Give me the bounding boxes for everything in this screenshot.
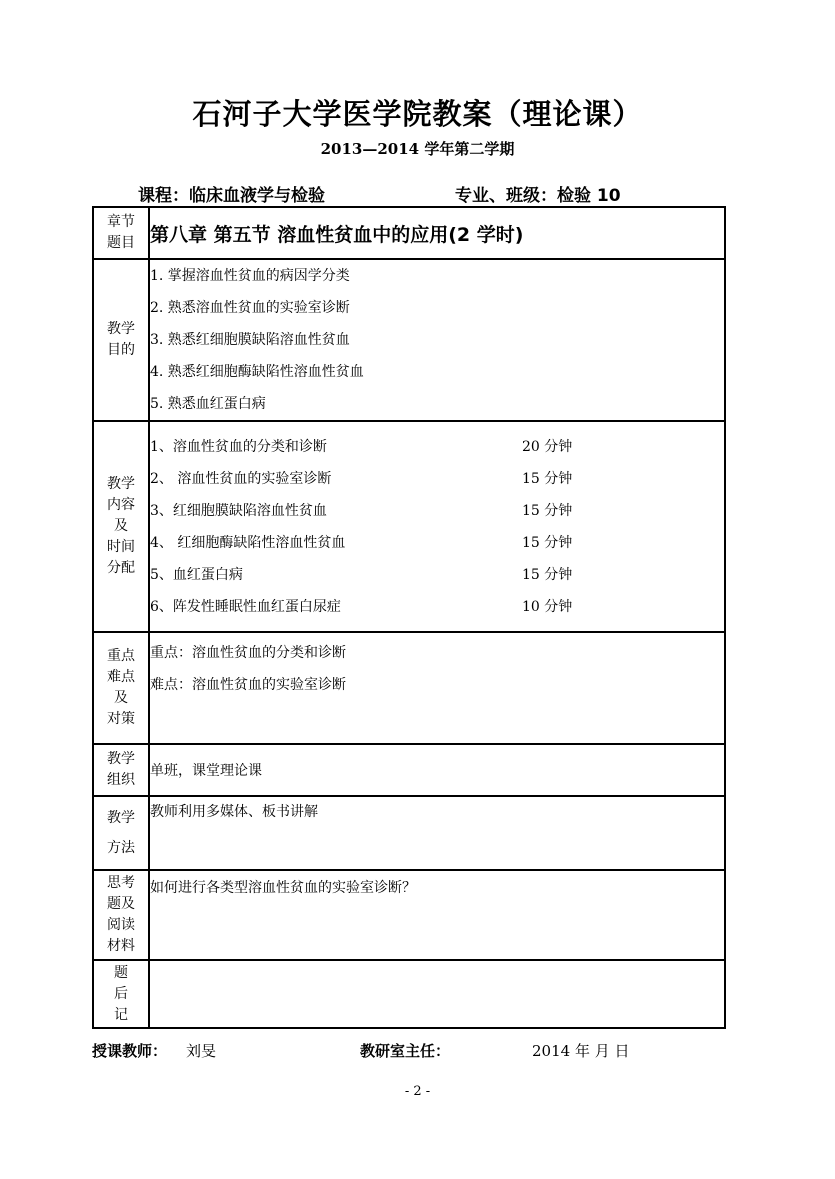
method-text: 教师利用多媒体、板书讲解 [150,804,318,820]
chapter-row [93,207,725,259]
content-label [93,421,149,632]
questions-row [93,870,725,960]
content-topic: 4、 红细胞酶缺陷性溶血性贫血 [150,534,346,551]
footer-date: 2014 年 月 日 [532,1042,630,1060]
content-topic: 1、溶血性贫血的分类和诊断 [150,438,327,455]
content-time: 15 分钟 [522,534,573,551]
postscript-row [93,960,725,1028]
postscript-label-text: 题 后 记 [114,964,128,1023]
objective-item: 2. 熟悉溶血性贫血的实验室诊断 [150,300,350,316]
content-item [150,463,724,495]
teacher-name: 刘旻 [186,1042,217,1060]
questions-label [93,870,149,960]
method-label [93,796,149,870]
content-time: 15 分钟 [522,502,573,519]
keypoint-item: 重点：溶血性贫血的分类和诊断 [150,645,346,661]
content-time: 15 分钟 [522,470,573,487]
keypoints-label-text: 重点 难点 及 对策 [107,648,135,727]
objective-item: 4. 熟悉红细胞酶缺陷性溶血性贫血 [150,364,364,380]
keypoints-row [93,632,725,744]
teacher-label: 授课教师： [92,1042,168,1060]
questions-label-text: 思考 题及 阅读 材料 [107,875,135,954]
keypoints-cell [149,632,725,744]
director-label: 教研室主任： [360,1042,451,1060]
organization-label-text: 教学 组织 [107,751,135,788]
content-time: 15 分钟 [522,566,573,583]
objectives-label-text: 教学 目的 [107,321,135,358]
content-topic: 6、阵发性睡眠性血红蛋白尿症 [150,598,341,615]
questions-cell [149,870,725,960]
organization-label [93,744,149,796]
content-item [150,559,724,591]
method-row [93,796,725,870]
objectives-cell [149,259,725,421]
objectives-row [93,259,725,421]
objective-item: 3. 熟悉红细胞膜缺陷溶血性贫血 [150,332,350,348]
objective-item: 5. 熟悉血红蛋白病 [150,396,266,412]
content-item [150,495,724,527]
content-cell [149,421,725,632]
content-item [150,431,724,463]
major-class-label: 专业、班级：检验 10 [455,186,621,206]
lesson-plan-table [92,206,726,1029]
content-topic: 3、红细胞膜缺陷溶血性贫血 [150,502,327,519]
chapter-label-text: 章节 题目 [107,214,135,251]
content-row [93,421,725,632]
content-label-text: 教学 内容 及 时间 分配 [107,476,135,576]
postscript-label [93,960,149,1028]
content-topic: 2、 溶血性贫血的实验室诊断 [150,470,332,487]
organization-row [93,744,725,796]
content-item [150,591,724,623]
content-topic: 5、血红蛋白病 [150,566,243,583]
page-title: 石河子大学医学院教案（理论课） [192,97,643,131]
keypoint-item: 难点：溶血性贫血的实验室诊断 [150,677,346,693]
chapter-label [93,207,149,259]
content-time: 20 分钟 [522,438,573,455]
objectives-label [93,259,149,421]
term-subtitle: 2013—2014 学年第二学期 [320,140,515,158]
chapter-title: 第八章 第五节 溶血性贫血中的应用(2 学时) [149,207,725,259]
method-cell [149,796,725,870]
questions-text: 如何进行各类型溶血性贫血的实验室诊断？ [150,880,416,896]
page-number: - 2 - [404,1084,431,1099]
method-label-text: 教学 方法 [107,810,135,856]
content-item [150,527,724,559]
keypoints-label [93,632,149,744]
organization-cell: 单班，课堂理论课 [149,744,725,796]
objective-item: 1. 掌握溶血性贫血的病因学分类 [150,268,350,284]
course-label: 课程：临床血液学与检验 [138,186,325,206]
content-time: 10 分钟 [522,598,573,615]
postscript-cell [149,960,725,1028]
